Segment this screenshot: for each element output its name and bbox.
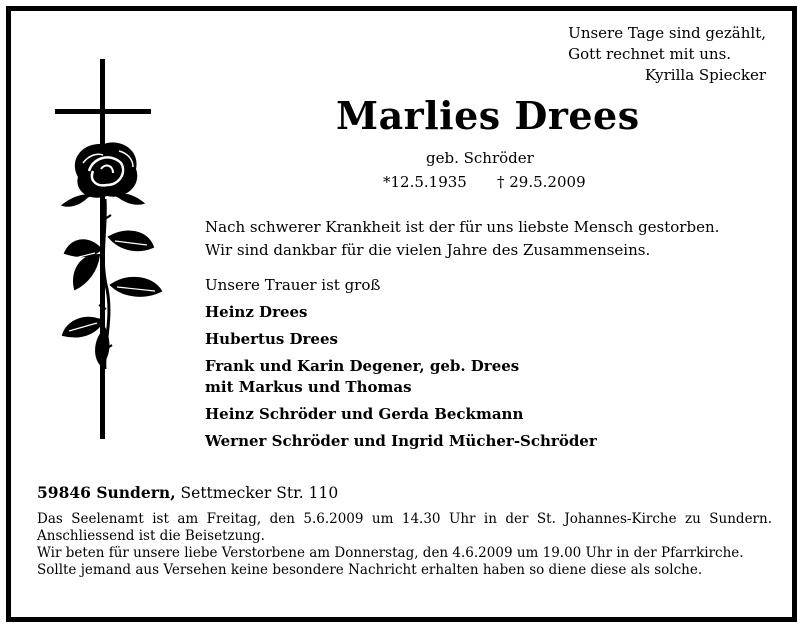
- service-details: [37, 511, 772, 579]
- details-paragraph: Das Seelenamt ist am Freitag, den 5.6.2009 um 14.30 Uhr in der St. Johannes-Kirche zu Sundern. Anschliessend ist die Beisetzung.: [37, 511, 772, 544]
- address-city: 59846 Sundern,: [37, 483, 176, 502]
- address: [37, 483, 338, 502]
- quote-line: Gott rechnet mit uns.: [568, 45, 732, 63]
- mourner-name: Heinz Schröder und Gerda Beckmann: [205, 405, 524, 423]
- death-date: † 29.5.2009: [497, 173, 586, 191]
- mourner-name: mit Markus und Thomas: [205, 378, 412, 396]
- mourner-name: Heinz Drees: [205, 303, 308, 321]
- obituary-notice: [6, 6, 797, 622]
- quote-block: [568, 23, 766, 86]
- mourner-name: Frank und Karin Degener, geb. Drees: [205, 357, 520, 375]
- cross-with-rose-icon: [49, 59, 169, 439]
- deceased-name: Marlies Drees: [336, 93, 640, 138]
- details-paragraph: Wir beten für unsere liebe Verstorbene am Donnerstag, den 4.6.2009 um 19.00 Uhr in der Pfarrkirche.: [37, 545, 744, 561]
- details-paragraph: Sollte jemand aus Versehen keine besondere Nachricht erhalten haben so diene diese als solche.: [37, 562, 703, 578]
- maiden-name: geb. Schröder: [426, 149, 534, 167]
- quote-author: Kyrilla Spiecker: [644, 66, 766, 84]
- mourner-name: Hubertus Drees: [205, 330, 338, 348]
- mourners-list: [205, 275, 597, 458]
- address-street: Settmecker Str. 110: [180, 484, 339, 502]
- intro-text: [205, 216, 719, 262]
- intro-line: Nach schwerer Krankheit ist der für uns liebste Mensch gestorben.: [205, 218, 720, 236]
- mourners-lead: Unsere Trauer ist groß: [205, 276, 381, 294]
- intro-line: Wir sind dankbar für die vielen Jahre des Zusammenseins.: [205, 241, 651, 259]
- rose-icon: [63, 143, 161, 369]
- mourner-name: Werner Schröder und Ingrid Mücher-Schröder: [205, 432, 597, 450]
- birth-date: *12.5.1935: [383, 173, 467, 191]
- quote-line: Unsere Tage sind gezählt,: [568, 24, 766, 42]
